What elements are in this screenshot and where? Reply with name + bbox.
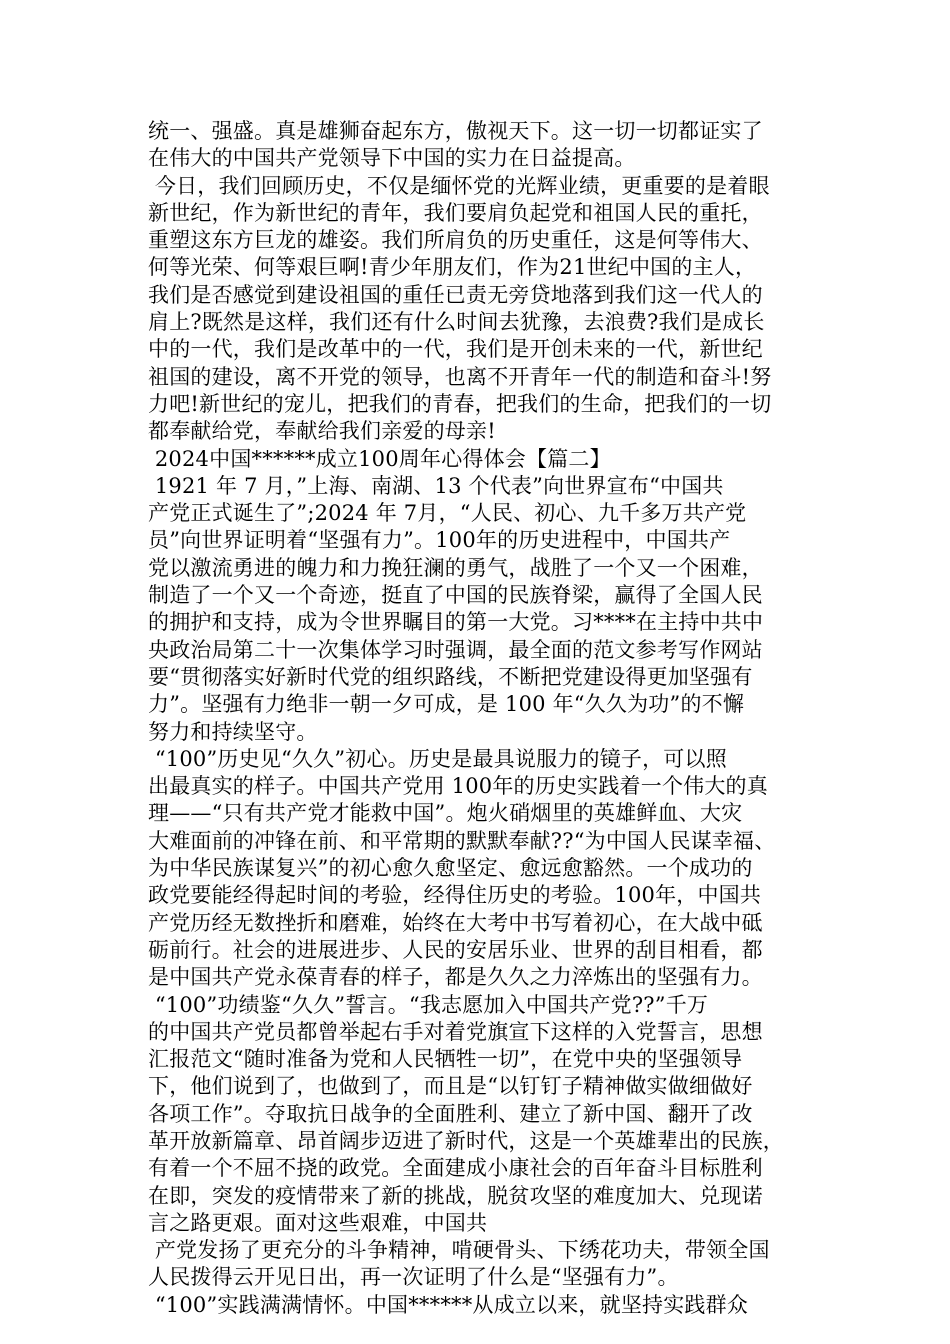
text-line: 我们是否感觉到建设祖国的重任已责无旁贷地落到我们这一代人的 xyxy=(148,282,763,307)
text-line: 产党历经无数挫折和磨难，始终在大考中书写着初心，在大战中砥 xyxy=(148,910,763,935)
text-line: 产党正式诞生了”;2024 年 7月，“人民、初心、九千多万共产党 xyxy=(148,501,747,526)
text-line: 为中华民族谋复兴”的初心愈久愈坚定、愈远愈豁然。一个成功的 xyxy=(148,856,753,881)
text-line: 革开放新篇章、昂首阔步迈进了新时代，这是一个英雄辈出的民族， xyxy=(148,1128,784,1153)
text-line: 要“贯彻落实好新时代党的组织路线，不断把党建设得更加坚强有 xyxy=(148,664,753,689)
text-line: 各项工作”。夺取抗日战争的全面胜利、建立了新中国、翻开了改 xyxy=(148,1101,753,1126)
text-line: 1921 年 7 月，”上海、南湖、13 个代表”向世界宣布“中国共 xyxy=(148,473,724,498)
text-line: 砺前行。社会的进展进步、人民的安居乐业、世界的刮目相看，都 xyxy=(148,937,763,962)
text-line: 力”。坚强有力绝非一朝一夕可成，是 100 年“久久为功”的不懈 xyxy=(148,692,745,717)
text-line: 肩上?既然是这样，我们还有什么时间去犹豫，去浪费?我们是成长 xyxy=(148,310,765,335)
text-line: 汇报范文“随时准备为党和人民牺牲一切”，在党中央的坚强领导 xyxy=(148,1047,743,1072)
text-line: 产党发扬了更充分的斗争精神，啃硬骨头、下绣花功夫，带领全国 xyxy=(148,1238,770,1263)
text-line: 重塑这东方巨龙的雄姿。我们所肩负的历史重任，这是何等伟大、 xyxy=(148,228,763,253)
text-line: 统一、强盛。真是雄狮奋起东方，傲视天下。这一切一切都证实了 xyxy=(148,119,763,143)
text-line: 政党要能经得起时间的考验，经得住历史的考验。100年，中国共 xyxy=(148,883,762,908)
text-line: “100”实践满满情怀。中国******从成立以来，就坚持实践群众 xyxy=(148,1292,749,1317)
text-line: 今日，我们回顾历史，不仅是缅怀党的光辉业绩，更重要的是着眼 xyxy=(148,173,770,198)
text-line: 何等光荣、何等艰巨啊!青少年朋友们，作为21世纪中国的主人， xyxy=(148,255,757,280)
text-line: 有着一个不屈不挠的政党。全面建成小康社会的百年奋斗目标胜利 xyxy=(148,1156,763,1181)
text-line: 言之路更艰。面对这些艰难，中国共 xyxy=(148,1210,488,1235)
text-line: 的拥护和支持，成为令世界瞩目的第一大党。习****在主持中共中 xyxy=(148,610,764,635)
text-line: 央政治局第二十一次集体学习时强调，最全面的范文参考写作网站 xyxy=(148,637,763,662)
text-line: 祖国的建设，离不开党的领导，也离不开青年一代的制造和奋斗!努 xyxy=(148,364,772,389)
text-line: 在即，突发的疫情带来了新的挑战，脱贫攻坚的难度加大、兑现诺 xyxy=(148,1183,763,1208)
text-line: 理——“只有共产党才能救中国”。炮火硝烟里的英雄鲜血、大灾 xyxy=(148,801,743,826)
text-line: 制造了一个又一个奇迹，挺直了中国的民族脊梁，赢得了全国人民 xyxy=(148,583,763,608)
text-line: 员”向世界证明着“坚强有力”。100年的历史进程中，中国共产 xyxy=(148,528,731,553)
text-line: 中的一代，我们是改革中的一代，我们是开创未来的一代，新世纪 xyxy=(148,337,763,362)
text-line: 新世纪，作为新世纪的青年，我们要肩负起党和祖国人民的重托， xyxy=(148,200,763,225)
text-line: 出最真实的样子。中国共产党用 100年的历史实践着一个伟大的真 xyxy=(148,774,768,799)
text-line: 2024中国******成立100周年心得体会【篇二】 xyxy=(148,446,611,471)
text-line: 大难面前的冲锋在前、和平常期的默默奉献??“为中国人民谋幸福、 xyxy=(148,828,776,853)
text-line: “100”功绩鉴“久久”誓言。“我志愿加入中国共产党??”千万 xyxy=(148,992,709,1017)
text-line: 人民拨得云开见日出，再一次证明了什么是“坚强有力”。 xyxy=(148,1265,679,1290)
text-line: 在伟大的中国共产党领导下中国的实力在日益提高。 xyxy=(148,146,636,171)
text-line: 努力和持续坚守。 xyxy=(148,719,318,744)
text-line: 下，他们说到了，也做到了，而且是“以钉钉子精神做实做细做好 xyxy=(148,1074,753,1099)
text-line: “100”历史见“久久”初心。历史是最具说服力的镜子，可以照 xyxy=(148,746,727,771)
text-line: 都奉献给党，奉献给我们亲爱的母亲! xyxy=(148,419,496,444)
text-line: 的中国共产党员都曾举起右手对着党旗宣下这样的入党誓言，思想 xyxy=(148,1019,763,1044)
text-line: 是中国共产党永葆青春的样子，都是久久之力淬炼出的坚强有力。 xyxy=(148,965,763,990)
document-page xyxy=(148,118,818,1319)
text-line: 党以激流勇进的魄力和力挽狂澜的勇气，战胜了一个又一个困难， xyxy=(148,555,763,580)
text-line: 力吧!新世纪的宠儿，把我们的青春，把我们的生命，把我们的一切 xyxy=(148,391,772,416)
